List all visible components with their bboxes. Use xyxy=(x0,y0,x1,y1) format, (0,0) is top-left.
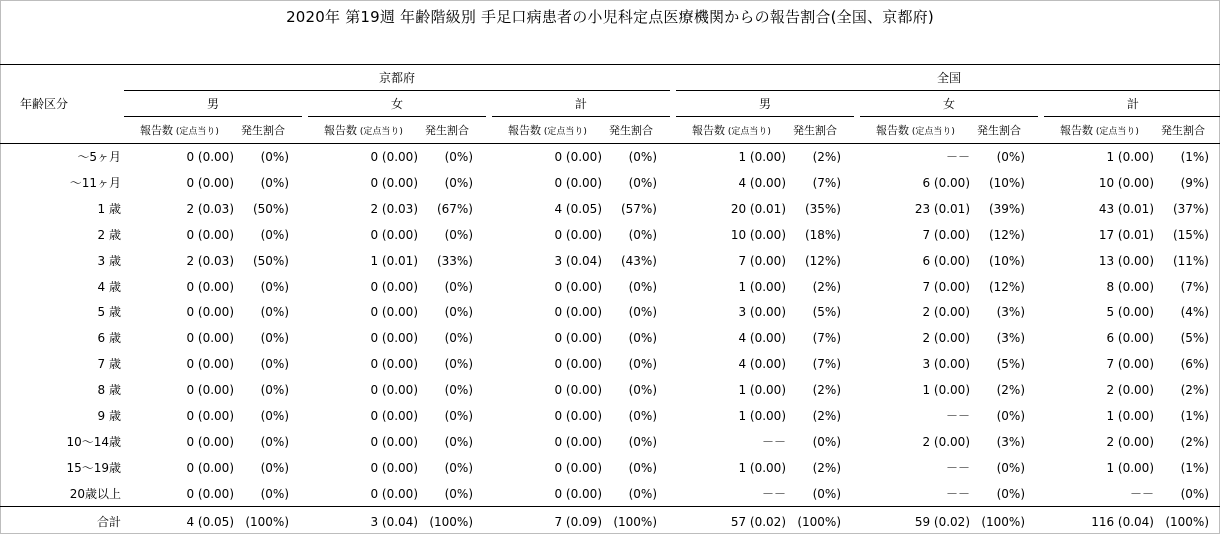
cell-rate: (0%) xyxy=(628,280,657,294)
cell-rate: (100%) xyxy=(429,515,473,529)
cell-report: 0 (0.00) xyxy=(186,331,234,345)
cell-rate: (0%) xyxy=(628,357,657,371)
cell-rate: (0%) xyxy=(260,383,289,397)
cell-report: 0 (0.00) xyxy=(554,280,602,294)
cell-report: 2 (0.00) xyxy=(922,305,970,319)
rule-region-0 xyxy=(124,90,670,91)
cell-report: 116 (0.04) xyxy=(1091,515,1154,529)
sex-header: 計 xyxy=(574,97,587,111)
cell-rate: (4%) xyxy=(1180,305,1209,319)
cell-rate: (0%) xyxy=(444,331,473,345)
row-age-label: 10～14歳 xyxy=(66,435,121,449)
col-header-report xyxy=(876,123,955,140)
cell-rate: (0%) xyxy=(444,305,473,319)
cell-rate: (0%) xyxy=(260,305,289,319)
cell-rate: (0%) xyxy=(444,280,473,294)
col-report-label: 報告数 xyxy=(140,124,173,137)
row-age-label: 4 歳 xyxy=(97,280,121,294)
cell-report: 0 (0.00) xyxy=(370,357,418,371)
cell-report: 0 (0.00) xyxy=(370,461,418,475)
cell-rate: (39%) xyxy=(988,202,1025,216)
cell-report: 0 (0.00) xyxy=(554,487,602,501)
cell-rate: (0%) xyxy=(260,461,289,475)
col-report-note: (定点当り) xyxy=(1093,127,1139,137)
cell-report: 1 (0.00) xyxy=(1106,409,1154,423)
cell-rate: (0%) xyxy=(628,409,657,423)
col-report-label: 報告数 xyxy=(324,124,357,137)
col-header-report xyxy=(1060,123,1139,140)
row-age-label: 1 歳 xyxy=(97,202,121,216)
cell-rate: (1%) xyxy=(1180,409,1209,423)
row-age-label: ～11ヶ月 xyxy=(69,176,121,190)
rule-sex-1 xyxy=(308,116,486,117)
col-report-label: 報告数 xyxy=(508,124,541,137)
cell-report: 2 (0.03) xyxy=(186,202,234,216)
cell-report: 0 (0.00) xyxy=(554,435,602,449)
col-header-rate: 発生割合 xyxy=(425,124,469,137)
cell-rate: (37%) xyxy=(1172,202,1209,216)
cell-rate: (0%) xyxy=(1180,487,1209,501)
cell-rate: (0%) xyxy=(996,487,1025,501)
rule-sex-5 xyxy=(1044,116,1220,117)
cell-rate: (100%) xyxy=(613,515,657,529)
cell-rate: (0%) xyxy=(444,150,473,164)
cell-report: 7 (0.00) xyxy=(922,228,970,242)
cell-report: 3 (0.04) xyxy=(370,515,418,529)
cell-report: 13 (0.00) xyxy=(1098,254,1154,268)
cell-report: 2 (0.00) xyxy=(1106,435,1154,449)
col-header-rate: 発生割合 xyxy=(793,124,837,137)
col-header-rate: 発生割合 xyxy=(609,124,653,137)
cell-rate: (3%) xyxy=(996,435,1025,449)
cell-report: 4 (0.05) xyxy=(554,202,602,216)
cell-rate: (0%) xyxy=(628,383,657,397)
cell-rate: (0%) xyxy=(260,228,289,242)
col-header-rate: 発生割合 xyxy=(1161,124,1205,137)
col-header-report xyxy=(508,123,587,140)
cell-rate: (0%) xyxy=(628,461,657,475)
cell-report: 0 (0.00) xyxy=(186,435,234,449)
cell-report: 23 (0.01) xyxy=(914,202,970,216)
cell-rate: (0%) xyxy=(812,487,841,501)
cell-report: 1 (0.00) xyxy=(738,150,786,164)
cell-rate: (50%) xyxy=(252,202,289,216)
cell-rate: (0%) xyxy=(996,409,1025,423)
col-report-note: (定点当り) xyxy=(541,127,587,137)
cell-rate: (0%) xyxy=(812,435,841,449)
cell-rate: (2%) xyxy=(1180,383,1209,397)
cell-rate: (33%) xyxy=(436,254,473,268)
cell-report: 0 (0.00) xyxy=(186,176,234,190)
cell-rate: (7%) xyxy=(812,331,841,345)
cell-report: 0 (0.00) xyxy=(186,150,234,164)
cell-rate: (0%) xyxy=(444,357,473,371)
cell-rate: (1%) xyxy=(1180,461,1209,475)
cell-report: 0 (0.00) xyxy=(186,383,234,397)
rule-header-bottom xyxy=(0,143,1220,144)
sex-header: 男 xyxy=(758,97,771,111)
cell-rate: (0%) xyxy=(260,280,289,294)
cell-report: 7 (0.09) xyxy=(554,515,602,529)
cell-report: 20 (0.01) xyxy=(730,202,786,216)
cell-rate: (0%) xyxy=(444,461,473,475)
cell-report: 57 (0.02) xyxy=(730,515,786,529)
cell-rate: (2%) xyxy=(812,150,841,164)
row-age-label: 15～19歳 xyxy=(66,461,121,475)
cell-report: －－ xyxy=(1129,487,1154,501)
cell-report: 0 (0.00) xyxy=(186,228,234,242)
cell-report: 3 (0.04) xyxy=(554,254,602,268)
cell-report: 59 (0.02) xyxy=(914,515,970,529)
cell-report: 0 (0.00) xyxy=(186,305,234,319)
col-report-note: (定点当り) xyxy=(173,127,219,137)
row-age-label: 6 歳 xyxy=(97,331,121,345)
cell-rate: (2%) xyxy=(1180,435,1209,449)
cell-rate: (10%) xyxy=(988,176,1025,190)
cell-rate: (57%) xyxy=(620,202,657,216)
rule-sex-0 xyxy=(124,116,302,117)
cell-report: 2 (0.03) xyxy=(370,202,418,216)
cell-rate: (2%) xyxy=(812,409,841,423)
rule-total xyxy=(0,506,1220,507)
rule-region-1 xyxy=(676,90,1220,91)
cell-rate: (0%) xyxy=(996,150,1025,164)
cell-report: 0 (0.00) xyxy=(186,409,234,423)
cell-report: 0 (0.00) xyxy=(370,150,418,164)
cell-report: －－ xyxy=(945,487,970,501)
cell-rate: (0%) xyxy=(444,487,473,501)
cell-report: 0 (0.00) xyxy=(370,305,418,319)
rule-sex-4 xyxy=(860,116,1038,117)
cell-report: 6 (0.00) xyxy=(1106,331,1154,345)
cell-rate: (50%) xyxy=(252,254,289,268)
cell-rate: (0%) xyxy=(628,176,657,190)
rule-sex-2 xyxy=(492,116,670,117)
cell-report: 2 (0.00) xyxy=(1106,383,1154,397)
cell-report: 0 (0.00) xyxy=(554,357,602,371)
cell-rate: (0%) xyxy=(260,409,289,423)
cell-report: 4 (0.00) xyxy=(738,331,786,345)
cell-report: 8 (0.00) xyxy=(1106,280,1154,294)
cell-report: 0 (0.00) xyxy=(554,461,602,475)
cell-rate: (2%) xyxy=(812,280,841,294)
cell-rate: (0%) xyxy=(628,331,657,345)
sex-header: 女 xyxy=(942,97,955,111)
cell-report: 0 (0.00) xyxy=(370,280,418,294)
cell-rate: (3%) xyxy=(996,305,1025,319)
col-header-rate: 発生割合 xyxy=(241,124,285,137)
col-report-note: (定点当り) xyxy=(357,127,403,137)
cell-report: 0 (0.00) xyxy=(370,409,418,423)
cell-report: 4 (0.05) xyxy=(186,515,234,529)
cell-report: －－ xyxy=(761,435,786,449)
cell-report: 0 (0.00) xyxy=(370,487,418,501)
cell-report: 0 (0.00) xyxy=(370,331,418,345)
row-age-label: 7 歳 xyxy=(97,357,121,371)
cell-rate: (0%) xyxy=(444,435,473,449)
cell-rate: (0%) xyxy=(260,176,289,190)
cell-report: 0 (0.00) xyxy=(554,383,602,397)
cell-report: －－ xyxy=(945,409,970,423)
cell-report: 1 (0.00) xyxy=(738,461,786,475)
cell-report: 4 (0.00) xyxy=(738,176,786,190)
rule-sex-3 xyxy=(676,116,854,117)
cell-rate: (1%) xyxy=(1180,150,1209,164)
cell-report: 0 (0.00) xyxy=(554,331,602,345)
cell-report: 7 (0.00) xyxy=(1106,357,1154,371)
cell-rate: (0%) xyxy=(260,435,289,449)
cell-report: 1 (0.00) xyxy=(738,383,786,397)
cell-rate: (67%) xyxy=(436,202,473,216)
cell-rate: (0%) xyxy=(260,331,289,345)
cell-report: －－ xyxy=(945,461,970,475)
row-age-label: 9 歳 xyxy=(97,409,121,423)
cell-report: 0 (0.00) xyxy=(370,228,418,242)
cell-rate: (15%) xyxy=(1172,228,1209,242)
cell-report: 6 (0.00) xyxy=(922,176,970,190)
region-header: 全国 xyxy=(936,71,961,85)
cell-rate: (11%) xyxy=(1172,254,1209,268)
col-report-label: 報告数 xyxy=(1060,124,1093,137)
cell-report: 10 (0.00) xyxy=(730,228,786,242)
cell-rate: (0%) xyxy=(628,305,657,319)
cell-report: 6 (0.00) xyxy=(922,254,970,268)
cell-report: 1 (0.01) xyxy=(370,254,418,268)
col-report-note: (定点当り) xyxy=(725,127,771,137)
cell-report: 0 (0.00) xyxy=(186,487,234,501)
row-age-label: 5 歳 xyxy=(97,305,121,319)
col-report-label: 報告数 xyxy=(876,124,909,137)
cell-report: 0 (0.00) xyxy=(186,280,234,294)
row-age-label: 3 歳 xyxy=(97,254,121,268)
cell-rate: (100%) xyxy=(1165,515,1209,529)
row-age-label: 20歳以上 xyxy=(69,487,121,501)
cell-report: 0 (0.00) xyxy=(554,228,602,242)
cell-report: 3 (0.00) xyxy=(738,305,786,319)
cell-report: 0 (0.00) xyxy=(554,150,602,164)
cell-report: 5 (0.00) xyxy=(1106,305,1154,319)
cell-report: 3 (0.00) xyxy=(922,357,970,371)
cell-rate: (2%) xyxy=(996,383,1025,397)
cell-report: －－ xyxy=(761,487,786,501)
cell-report: 2 (0.00) xyxy=(922,331,970,345)
sex-header: 計 xyxy=(1126,97,1139,111)
cell-rate: (0%) xyxy=(444,176,473,190)
cell-rate: (7%) xyxy=(812,357,841,371)
cell-rate: (7%) xyxy=(812,176,841,190)
cell-rate: (0%) xyxy=(444,228,473,242)
cell-report: 4 (0.00) xyxy=(738,357,786,371)
cell-rate: (0%) xyxy=(444,409,473,423)
cell-report: 1 (0.00) xyxy=(1106,461,1154,475)
cell-rate: (6%) xyxy=(1180,357,1209,371)
cell-report: 0 (0.00) xyxy=(370,176,418,190)
cell-rate: (0%) xyxy=(260,487,289,501)
cell-report: 0 (0.00) xyxy=(186,461,234,475)
cell-rate: (12%) xyxy=(988,280,1025,294)
row-age-label: ～5ヶ月 xyxy=(77,150,121,164)
cell-report: 1 (0.00) xyxy=(738,280,786,294)
cell-rate: (0%) xyxy=(628,228,657,242)
cell-rate: (5%) xyxy=(1180,331,1209,345)
row-age-label: 2 歳 xyxy=(97,228,121,242)
cell-rate: (18%) xyxy=(804,228,841,242)
cell-rate: (5%) xyxy=(812,305,841,319)
cell-rate: (10%) xyxy=(988,254,1025,268)
cell-rate: (12%) xyxy=(804,254,841,268)
cell-report: 1 (0.00) xyxy=(1106,150,1154,164)
cell-rate: (35%) xyxy=(804,202,841,216)
cell-rate: (9%) xyxy=(1180,176,1209,190)
cell-report: 0 (0.00) xyxy=(554,305,602,319)
cell-report: 0 (0.00) xyxy=(186,357,234,371)
cell-rate: (0%) xyxy=(260,150,289,164)
cell-report: 7 (0.00) xyxy=(738,254,786,268)
cell-rate: (12%) xyxy=(988,228,1025,242)
cell-rate: (3%) xyxy=(996,331,1025,345)
col-header-report xyxy=(324,123,403,140)
cell-report: －－ xyxy=(945,150,970,164)
cell-report: 7 (0.00) xyxy=(922,280,970,294)
cell-rate: (0%) xyxy=(444,383,473,397)
cell-rate: (0%) xyxy=(628,150,657,164)
cell-report: 43 (0.01) xyxy=(1098,202,1154,216)
cell-report: 17 (0.01) xyxy=(1098,228,1154,242)
cell-report: 2 (0.00) xyxy=(922,435,970,449)
cell-report: 0 (0.00) xyxy=(554,409,602,423)
cell-rate: (100%) xyxy=(797,515,841,529)
rule-top xyxy=(0,64,1220,65)
cell-report: 1 (0.00) xyxy=(922,383,970,397)
cell-rate: (2%) xyxy=(812,383,841,397)
col-report-note: (定点当り) xyxy=(909,127,955,137)
cell-report: 0 (0.00) xyxy=(554,176,602,190)
age-header: 年齢区分 xyxy=(20,97,69,111)
col-header-report xyxy=(140,123,219,140)
cell-rate: (100%) xyxy=(245,515,289,529)
row-age-label: 合計 xyxy=(96,515,121,529)
cell-rate: (5%) xyxy=(996,357,1025,371)
col-report-label: 報告数 xyxy=(692,124,725,137)
cell-report: 0 (0.00) xyxy=(370,383,418,397)
row-age-label: 8 歳 xyxy=(97,383,121,397)
cell-report: 2 (0.03) xyxy=(186,254,234,268)
cell-rate: (0%) xyxy=(628,435,657,449)
cell-report: 1 (0.00) xyxy=(738,409,786,423)
col-header-rate: 発生割合 xyxy=(977,124,1021,137)
cell-rate: (43%) xyxy=(620,254,657,268)
cell-rate: (0%) xyxy=(628,487,657,501)
cell-rate: (0%) xyxy=(260,357,289,371)
col-header-report xyxy=(692,123,771,140)
page-title: 2020年 第19週 年齢階級別 手足口病患者の小児科定点医療機関からの報告割合(全国、京都府) xyxy=(286,8,934,26)
cell-report: 10 (0.00) xyxy=(1098,176,1154,190)
sex-header: 男 xyxy=(206,97,219,111)
region-header: 京都府 xyxy=(378,71,415,85)
sex-header: 女 xyxy=(390,97,403,111)
cell-rate: (100%) xyxy=(981,515,1025,529)
cell-rate: (7%) xyxy=(1180,280,1209,294)
cell-report: 0 (0.00) xyxy=(370,435,418,449)
cell-rate: (2%) xyxy=(812,461,841,475)
cell-rate: (0%) xyxy=(996,461,1025,475)
